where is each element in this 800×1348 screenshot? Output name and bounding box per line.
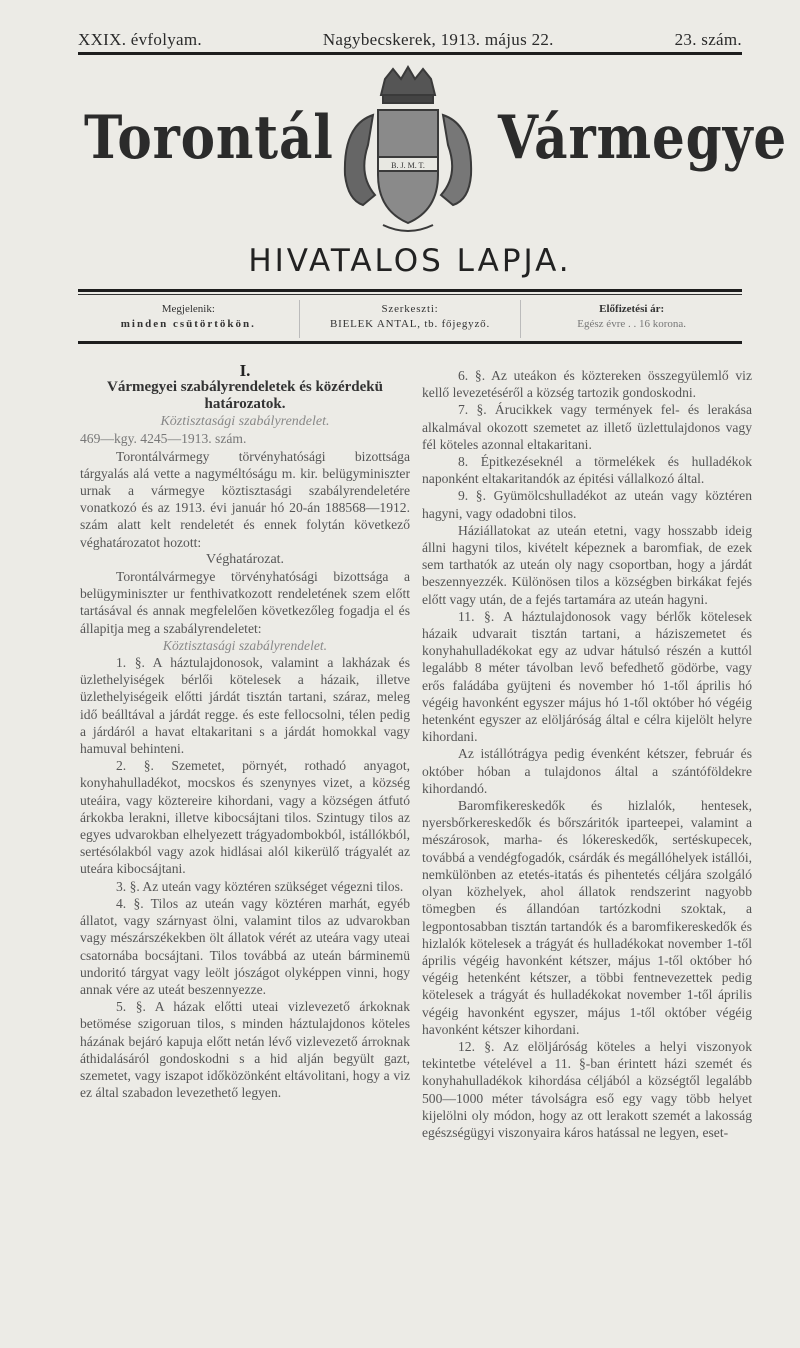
published-value: minden csütörtökön. [120, 318, 256, 330]
masthead-bottom-thin-rule [78, 294, 742, 295]
paragraph: 6. §. Az uteákon és köztereken összegyülemlő viz kellő levezetéséről a község tartozik gondoskodni. [422, 368, 752, 401]
intro-paragraph: Torontálvármegy törvényhatósági bizottsága tárgyalás alá vette a nagyméltóságu m. kir. belügyminiszter urnak a vármegye köztisztasági szabályrendeletére vonatkozó és az 1913. évi január hó 20-án 188568—1912. szám alatt kelt rendeletét és ennek folytán következő véghatározatot hozott: [80, 448, 410, 550]
info-editor [299, 300, 521, 338]
paragraph: Háziállatokat az uteán etetni, vagy hosszabb ideig állni hagyni tilos, kivételt képeznek a baromfiak, de ezek sem tarthatók az uteán oly nagy csoportban, hogy a járdát beszennyezzék. Különösen tilos a községben birkákat fejés előtt vagy után, de a fejés tartamára az uteán hagyni. [422, 522, 752, 607]
paragraph: 11. §. A háztulajdonosok vagy bérlők kötelesek házaik udvarait tisztán tartani, a háziszemetet és konyhahulladékokat egy az udvar hátulsó részén a kuttól legalább 8 méter távolban levő befedhető gödörbe, vagy erős faládába gyüjteni és november hó 1-től április hó végéig havonként egyszer május hó 1-től október hó végéig hetenként egyszer az elöljáróság által e célra kijelölt helyre kihordani. [422, 608, 752, 745]
svg-text:B. J. M. T.: B. J. M. T. [391, 161, 425, 170]
paragraph: 8. Épitkezéseknél a törmelékek és hulladékok naponként eltakaritandók az épitési vállalkozó által. [422, 454, 752, 487]
editor-value: BIELEK ANTAL, tb. főjegyző. [329, 318, 491, 330]
section-number: I. [239, 361, 251, 380]
info-subscription [520, 300, 742, 338]
subscription-value: Egész évre . . 16 korona. [577, 318, 687, 330]
left-column [80, 362, 410, 1101]
resolution-heading: Véghatározat. [205, 551, 285, 567]
place-date-label: Nagybecskerek, 1913. május 22. [322, 30, 554, 49]
masthead-bottom-rule [78, 289, 742, 292]
top-rule [78, 52, 742, 55]
paragraph: 3. §. Az uteán vagy köztéren szükséget végezni tilos. [116, 878, 404, 894]
issue-number-label: 23. szám. [674, 30, 742, 49]
paragraph: 2. §. Szemetet, pörnyét, rothadó anyagot, konyhahulladékot, mocskos és szenynyes vizet, a község uteáira, vagy köztereire kihordani, vagy a községen átfutó árkokba lerakni, illetve kibocsájtani tilos. Szintugy tilos az egyes udvarokban elhelyezett trágyadombokból, istállókból, sertésólakból vagy azok hidlásai alól kikerülő trágyalét az uteára kibocsájtani. [80, 758, 410, 877]
masthead-subtitle: HIVATALOS LAPJA. [248, 243, 572, 279]
info-bar [78, 300, 742, 338]
paragraph: 7. §. Árucikkek vagy termények fel- és lerakása alkalmával okozott szemetet az illető üzlettulajdonos vagy fél köteles azonnal eltakaritani. [422, 402, 752, 452]
regulation-heading: Köztisztasági szabályrendelet. [162, 637, 328, 653]
published-label: Megjelenik: [161, 303, 215, 315]
subscription-label: Előfizetési ár: [599, 303, 665, 315]
article-subtitle: Köztisztasági szabályrendelet. [160, 414, 330, 430]
info-bottom-rule [78, 341, 742, 344]
masthead-title-left: Torontál [84, 103, 334, 173]
paragraph: Az istállótrágya pedig évenként kétszer, február és október hóban a tulajdonos által a szántóföldekre kihordandó. [422, 746, 752, 796]
paragraph: 5. §. A házak előtti uteai vizlevezető árkoknak betömése szigoruan tilos, s minden háztulajdonos köteles házának bejáró kapuja előtt netán lévő vizlevezető árroknak áthidalásáról gondoskodni s a hid alján begyült gazt, szemetet, vagy iszapot időközönként eltávolitani, hogy a viz ez által szabadon levezethető legyen. [80, 999, 410, 1101]
editor-label: Szerkeszti: [381, 303, 439, 315]
paragraph: 4. §. Tilos az uteán vagy köztéren marhát, egyéb állatot, vagy szárnyast ölni, valamint tilos az udvarokban vagy mészárszékekben ölt állatok vérét az uteára vagy uteai csatornába bocsájtani. Tilos továbbá az uteán bárminemü undoritó tárgyat vagy leölt jószágot olyképpen vinni, hogy annak vére az uteát beszennyezze. [80, 895, 410, 997]
reference-number: 469—kgy. 4245—1913. szám. [80, 431, 247, 447]
paragraph: 1. §. A háztulajdonosok, valamint a lakházak és üzlethelyiségek bérlői kötelesek a házaik, illetve üzlethelyiségeik előtti járdát tisztán tartani, száraz, meleg idő beálltával a járdát regge. és este fellocsolni, télen pedig a járdáról a havat eltakaritani s a járdát homokkal vagy hamuval behinteni. [80, 655, 410, 757]
paragraph: 12. §. Az elöljáróság köteles a helyi viszonyok tekintetbe vételével a 11. §-ban érintett házi szemét és konyhahulladékok kihordása céljából a községtől legalább 500—1000 méter távolságra eső egy vagy több helyet kijelölni oly módon, hogy az ott lerakott szemét a lakosság egészségügyi viszonyaira káros hatással ne legyen, eset- [422, 1038, 752, 1140]
paragraph: Baromfikereskedők és hizlalók, hentesek, nyersbőrkereskedők és bőrszáritók iparteepei, valamint a mészárosok, marha- és lókereskedők, sertéskupecek, továbbá a vendégfogadók, csárdák és megállóhelyek istállói, nemkülönben az etetés-itatás és pihentetés céljára szolgáló olyan közhelyek, ahol állatok rendszerint nagyobb tömegben és állandóan tartózkodni szoktak, a legpontosabban tisztán tartandók és a baromfikereskedők és hizlalók kötelesek a trágyát és hulladékokat november 1-től április végéig havonként kétszer, május 1-től október hó végéig hetenként kétszer, a többi fentnevezettek pedig kötelesek a trágyát és hulladékokat november 1-től április végéig havonként egyszer, május 1-től október végéig havonként kétszer kihordani. [422, 798, 752, 1037]
resolution-paragraph: Torontálvármegye törvényhatósági bizottsága a belügyminiszter ur fenthivatkozott rendeletének szem előtt tartásával és annak megfelelően következőleg fogadja el és állapitja meg a szabályrendeletet: [80, 569, 410, 636]
masthead [78, 65, 788, 240]
right-column [422, 367, 752, 1141]
paragraph: 9. §. Gyümölcshulladékot az uteán vagy köztéren hagyni, vagy odadobni tilos. [422, 488, 752, 521]
masthead-title-right: Vármegye [498, 103, 788, 173]
section-title: Vármegyei szabályrendeletek és közérdekü határozatok. [107, 379, 383, 413]
coat-of-arms-icon [323, 65, 493, 240]
issue-header-line [78, 30, 742, 50]
info-published [78, 300, 299, 338]
volume-label: XXIX. évfolyam. [78, 30, 202, 49]
